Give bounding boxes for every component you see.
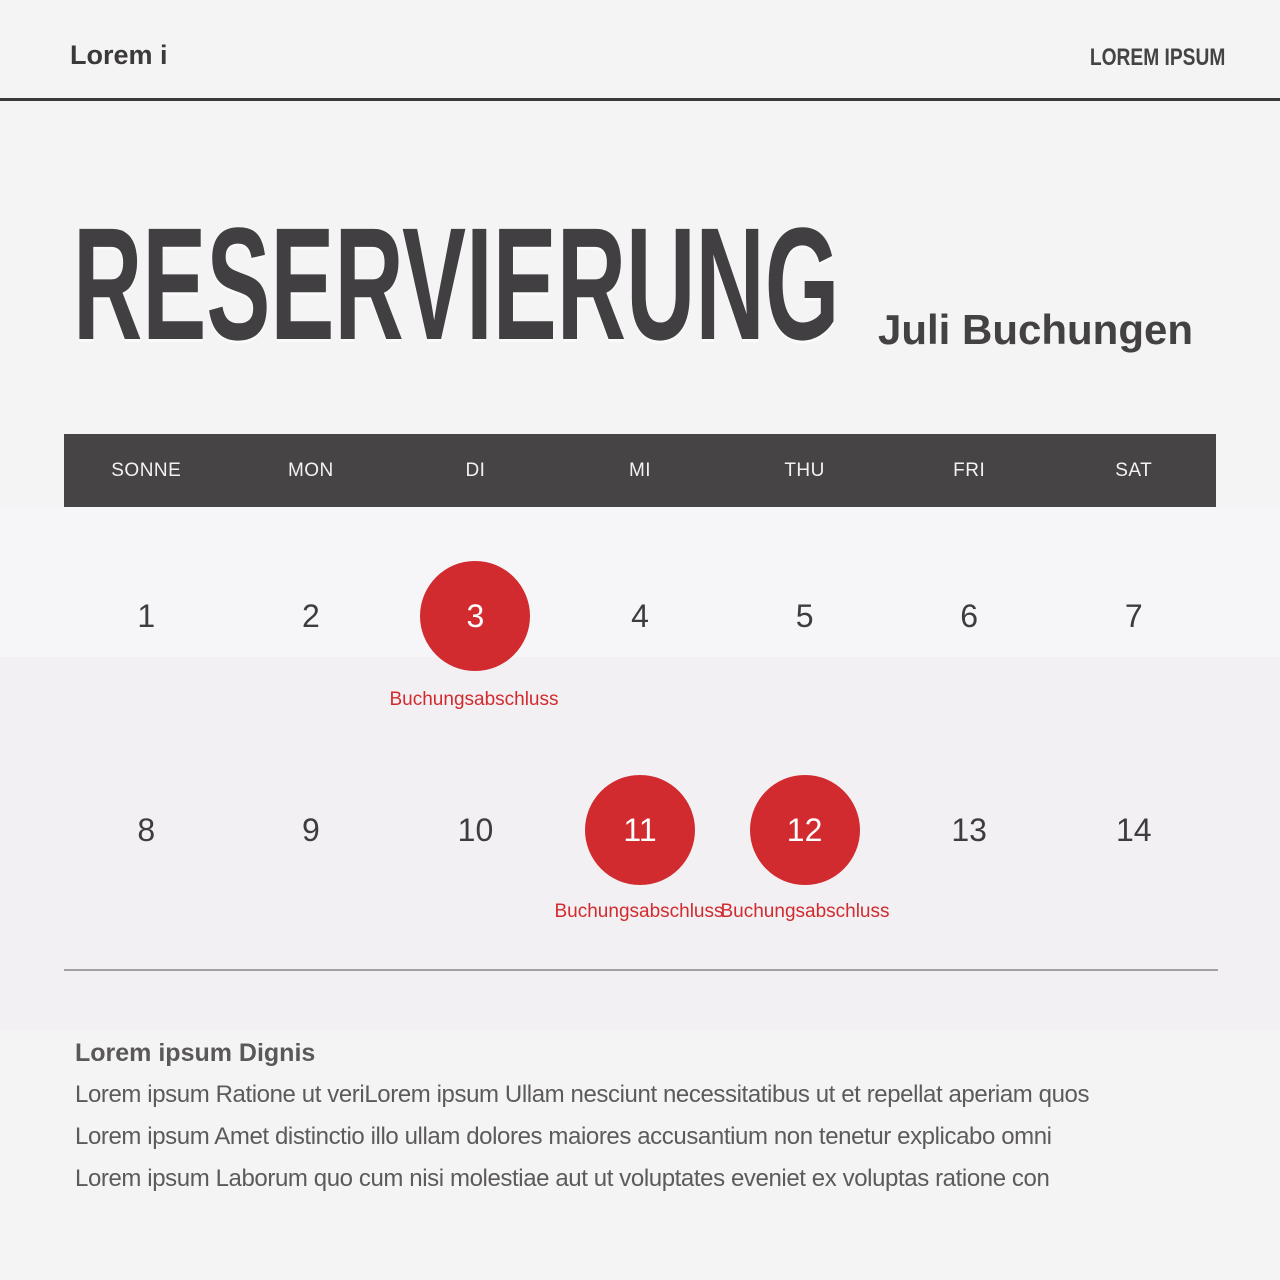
calendar-day-cell[interactable] (558, 541, 723, 691)
calendar-day-header-row (64, 434, 1216, 507)
day-header-mon: MON (287, 459, 334, 481)
day-header-mi: MI (628, 459, 652, 481)
page-title: RESERVIERUNG (73, 194, 840, 373)
brand-label: Lorem i (70, 40, 168, 70)
day-header-sat: SAT (1115, 459, 1153, 481)
day-number: 13 (951, 811, 987, 848)
topbar-divider (0, 98, 1280, 101)
calendar-day-cell-booked[interactable] (393, 541, 558, 691)
calendar-day-cell[interactable] (229, 541, 394, 691)
calendar-day-cell[interactable] (393, 755, 558, 905)
footer-text-block (75, 1038, 1215, 1200)
calendar-week-row-1 (64, 541, 1216, 691)
day-number: 3 (466, 597, 485, 634)
booking-close-label: Buchungsabschluss (720, 901, 890, 922)
day-number: 10 (457, 811, 494, 848)
day-number: 12 (786, 811, 823, 848)
booking-calendar (64, 434, 1216, 1034)
calendar-day-cell[interactable] (64, 755, 229, 905)
booked-day-circle (585, 775, 695, 885)
page-subtitle: Juli Buchungen (878, 306, 1193, 353)
day-number: 8 (137, 811, 156, 848)
day-header-di: DI (465, 459, 486, 481)
booked-day-circle (750, 775, 860, 885)
day-number: 5 (795, 597, 814, 634)
booking-close-label: Buchungsabschluss (554, 901, 724, 922)
calendar-day-cell[interactable] (887, 541, 1052, 691)
topbar-right-label: LOREM IPSUM (1089, 44, 1225, 71)
day-number: 9 (301, 811, 320, 848)
footer-line: Lorem ipsum Amet distinctio illo ullam dolores maiores accusantium non tenetur explicabo omni (75, 1123, 1052, 1150)
calendar-day-cell[interactable] (64, 541, 229, 691)
calendar-day-cell-booked[interactable] (722, 755, 887, 905)
footer-line: Lorem ipsum Laborum quo cum nisi molestiae aut ut voluptates eveniet ex voluptas ratione con (75, 1165, 1050, 1192)
day-header-thu: THU (784, 459, 825, 481)
calendar-day-cell[interactable] (229, 755, 394, 905)
booking-close-label: Buchungsabschluss (389, 689, 559, 710)
day-number: 14 (1115, 811, 1152, 848)
footer-heading: Lorem ipsum Dignis (75, 1039, 316, 1067)
booked-day-circle (420, 561, 530, 671)
day-header-fri: FRI (953, 459, 986, 481)
day-number: 1 (137, 597, 156, 634)
section-divider (64, 969, 1218, 971)
calendar-day-cell[interactable] (1051, 541, 1216, 691)
calendar-day-cell-booked[interactable] (558, 755, 723, 905)
day-number: 4 (631, 597, 649, 634)
day-number: 6 (960, 597, 979, 634)
day-number: 2 (301, 597, 320, 634)
calendar-day-cell[interactable] (1051, 755, 1216, 905)
footer-line: Lorem ipsum Ratione ut veriLorem ipsum Ullam nesciunt necessitatibus ut et repellat aperiam quos (75, 1081, 1090, 1108)
calendar-day-cell[interactable] (887, 755, 1052, 905)
calendar-week-row-2 (64, 755, 1216, 905)
day-number: 7 (1124, 597, 1143, 634)
day-number: 11 (623, 811, 657, 848)
calendar-day-cell[interactable] (722, 541, 887, 691)
day-header-sonne: SONNE (111, 459, 182, 481)
